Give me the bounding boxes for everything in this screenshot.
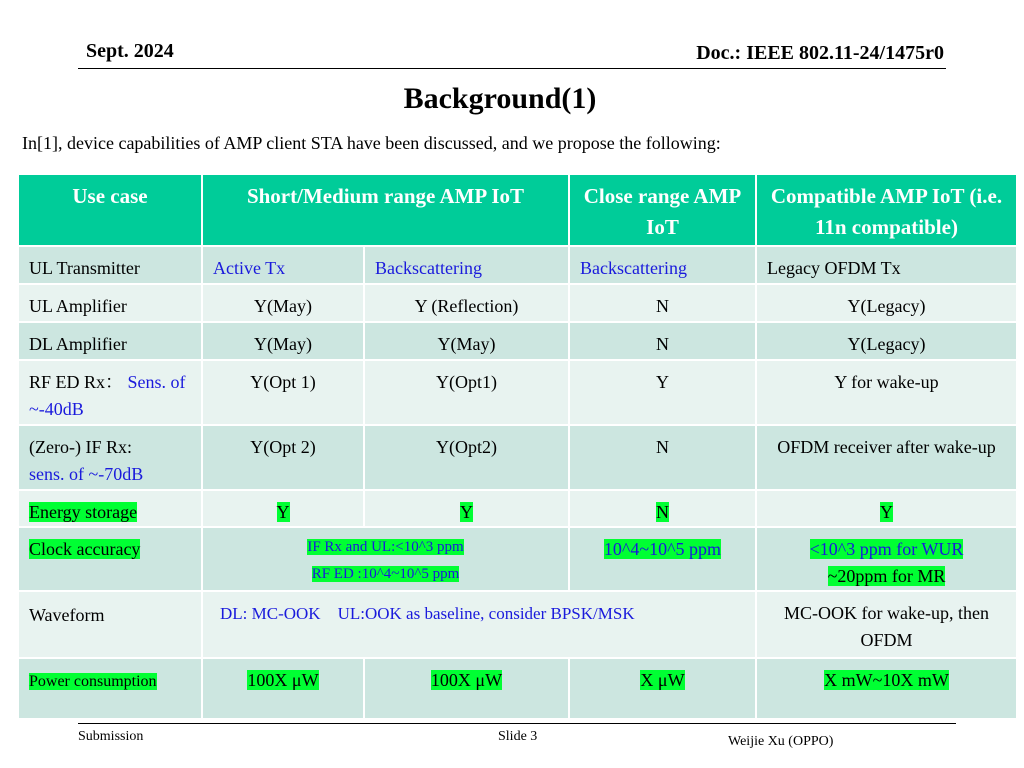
slide-title: Background(1): [403, 82, 597, 115]
table-row: [18, 284, 1017, 322]
cell: [569, 527, 756, 591]
cell: [202, 490, 364, 527]
cell-text: RF ED :10^4~10^5 ppm: [311, 566, 460, 582]
row-label-text: Clock accuracy: [29, 539, 141, 559]
cell: Y (Reflection): [364, 284, 569, 322]
cell-text: X μW: [640, 670, 685, 690]
table-row: [18, 591, 1017, 658]
table-row: [18, 425, 1017, 490]
cell: Y(May): [202, 284, 364, 322]
row-label-main: RF ED Rx：: [29, 372, 124, 392]
cell: Y(Legacy): [756, 284, 1017, 322]
cell: N: [569, 425, 756, 490]
cell: OFDM receiver after wake-up: [756, 425, 1017, 490]
cell: Legacy OFDM Tx: [756, 246, 1017, 284]
cell: Y for wake-up: [756, 360, 1017, 425]
cell: MC-OOK for wake-up, then OFDM: [756, 591, 1017, 658]
cell: [569, 658, 756, 719]
row-label: [18, 490, 202, 527]
table-header-row: [18, 174, 1017, 246]
intro-text: In[1], device capabilities of AMP client STA have been discussed, and we propose the following:: [22, 133, 721, 153]
cell: Y(Opt 1): [202, 360, 364, 425]
table-row: [18, 360, 1017, 425]
row-label: UL Transmitter: [18, 246, 202, 284]
row-label: [18, 527, 202, 591]
header-compatible: Compatible AMP IoT (i.e. 11n compatible): [756, 174, 1017, 246]
cell: Y(Legacy): [756, 322, 1017, 360]
header-doc-id: Doc.: IEEE 802.11-24/1475r0: [696, 42, 944, 64]
cell: [364, 658, 569, 719]
cell: [756, 658, 1017, 719]
cell: N: [569, 284, 756, 322]
cell: [364, 490, 569, 527]
cell: Active Tx: [202, 246, 364, 284]
table-row: [18, 322, 1017, 360]
cell-text: Y: [880, 502, 893, 522]
header-use-case: Use case: [18, 174, 202, 246]
header-short-medium: Short/Medium range AMP IoT: [202, 174, 569, 246]
cell: Y(Opt 2): [202, 425, 364, 490]
table-row: [18, 246, 1017, 284]
row-label: UL Amplifier: [18, 284, 202, 322]
footer-author: Weijie Xu (OPPO): [728, 734, 834, 749]
row-label-sensitivity: sens. of ~-70dB: [29, 464, 144, 484]
row-label: [18, 425, 202, 490]
row-label-text: Energy storage: [29, 502, 138, 522]
cell: Y(Opt2): [364, 425, 569, 490]
capabilities-table: [17, 173, 1018, 720]
cell: Backscattering: [364, 246, 569, 284]
cell: Y: [569, 360, 756, 425]
cell-text: Y: [460, 502, 473, 522]
header-close-range: Close range AMP IoT: [569, 174, 756, 246]
cell-text: <10^3 ppm for WUR: [809, 539, 964, 559]
table-row: [18, 658, 1017, 719]
cell-text: ~20ppm for MR: [827, 566, 946, 586]
row-label: Waveform: [18, 591, 202, 658]
cell-text: N: [656, 502, 669, 522]
row-label-text: Power consumption: [29, 673, 157, 690]
cell-text: Y: [276, 502, 290, 522]
row-label-main: (Zero-) IF Rx:: [29, 437, 132, 457]
cell-text: 100X μW: [430, 670, 503, 690]
cell: [202, 527, 569, 591]
footer-divider: [78, 723, 956, 724]
footer-slide-number: Slide 3: [498, 729, 538, 744]
cell: Y(Opt1): [364, 360, 569, 425]
cell: [569, 490, 756, 527]
cell-text: IF Rx and UL:<10^3 ppm: [307, 539, 464, 555]
row-label-sensitivity: Sens. of ~-40dB: [29, 372, 186, 419]
cell: [756, 490, 1017, 527]
cell: N: [569, 322, 756, 360]
cell: [756, 527, 1017, 591]
footer-submission: Submission: [78, 729, 144, 744]
cell: DL: MC-OOK UL:OOK as baseline, consider BPSK/MSK: [202, 591, 756, 658]
cell: Y(May): [202, 322, 364, 360]
cell: [202, 658, 364, 719]
row-label: [18, 658, 202, 719]
cell-text: 10^4~10^5 ppm: [603, 539, 722, 559]
header-date: Sept. 2024: [86, 40, 174, 62]
header-divider: [78, 68, 946, 69]
row-label: [18, 360, 202, 425]
cell: Y(May): [364, 322, 569, 360]
cell-text: 100X μW: [247, 670, 319, 690]
table-row: [18, 490, 1017, 527]
cell-text: X mW~10X mW: [824, 670, 949, 690]
row-label: DL Amplifier: [18, 322, 202, 360]
table-row: [18, 527, 1017, 591]
cell: Backscattering: [569, 246, 756, 284]
